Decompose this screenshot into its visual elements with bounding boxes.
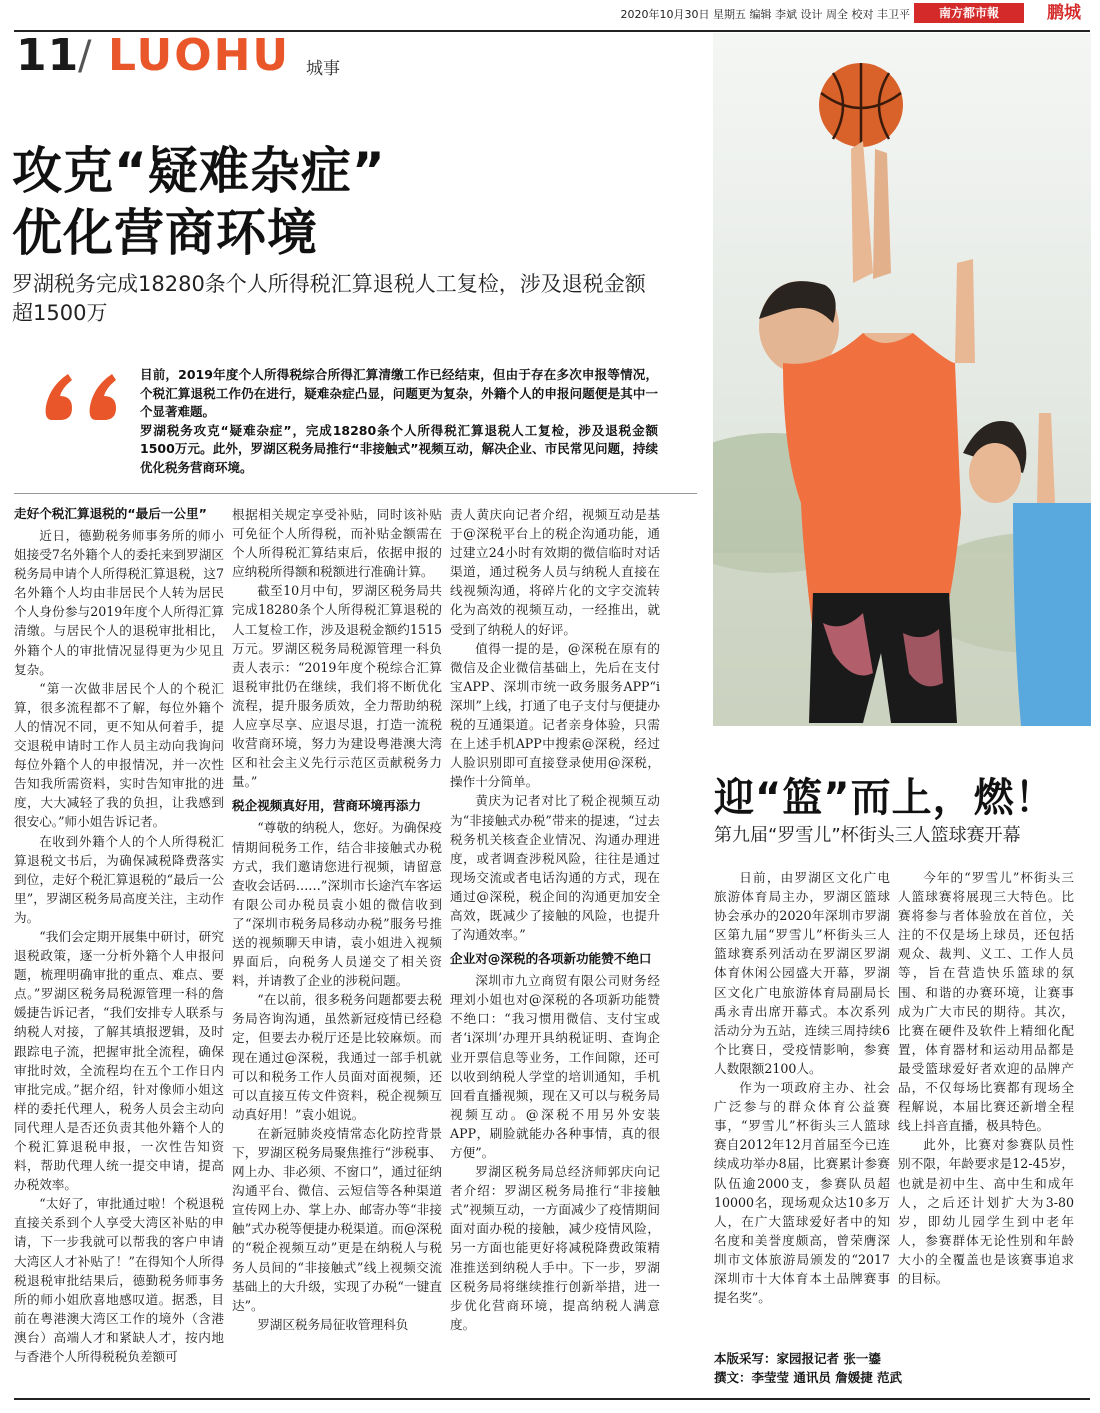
intro-paragraph: 目前，2019年度个人所得税综合所得汇算清缴工作已经结束，但由于存在多次申报等情况，个税汇算退税工作仍在进行，疑难杂症凸显，问题更为复杂，外籍个人的申报问题便是其中一个显著难题。 <box>140 367 658 419</box>
body-paragraph: 今年的“罗雪儿”杯街头三人篮球赛将展现三大特色。比赛将参与者体验放在首位，关注的不仅是场上球员，还包括观众、裁判、义工、工作人员等，旨在营造快乐篮球的氛围、和谐的办赛环境，让赛事成为广大市民的期待。其次，比赛在硬件及软件上精细化配置，体育器材和运动用品都是最受篮球爱好者欢迎的品牌产品，不仅每场比赛都有现场全程解说，本届比赛还新增全程线上抖音直播，极具特色。 <box>898 870 1074 1134</box>
article-column-3 <box>450 505 660 1334</box>
subheading-tax-refund: 走好个税汇算退税的“最后一公里” <box>14 506 207 521</box>
section-subtitle: 城事 <box>306 59 340 79</box>
body-paragraph: “我们会定期开展集中研讨，研究退税政策，逐一分析外籍个人申报问题，梳理明确审批的重点、难点、要点。”罗湖区税务局税源管理一科的詹媛捷告诉记者，“我们安排专人联系与纳税人对接，了解其填报逻辑，及时跟踪电子流，把握审批全流程，确保审批时效，全流程均在五个工作日内审批完成。”据介绍，针对像师小姐这样的委托代理人，税务人员会主动向同代理人是否还负责其他外籍个人的个税汇算退税申报，一次性告知资料，帮助代理人统一提交申请，提高办税效率。 <box>14 928 224 1193</box>
body-paragraph: 罗湖区税务局征收管理科负 <box>257 1316 409 1332</box>
body-paragraph: 罗湖区税务局总经济师郭庆向记者介绍：罗湖区税务局推行“非接触式”视频互动，一方面减少了疫情期间面对面办税的接触，减少疫情风险，另一方面也能更好将减税降费政策精准推送到纳税人手中。下一步，罗湖区税务局将继续推行创新举措，进一步优化营商环境，提高纳税人满意度。 <box>450 1164 660 1332</box>
body-paragraph: 日前，由罗湖区文化广电旅游体育局主办，罗湖区篮球协会承办的2020年深圳市罗湖区第九届“罗雪儿”杯街头三人篮球赛系列活动在罗湖区罗湖体育休闲公园盛大开幕，罗湖区文化广电旅游体育局副局长禹永青出席开幕式。本次系列活动分为五站，连续三周持续6个比赛日，受疫情影响，参赛人数限额2100人。 <box>714 870 890 1076</box>
body-paragraph: “在以前，很多税务问题都要去税务局咨询沟通，虽然新冠疫情已经稳定，但要去办税厅还是比较麻烦。而现在通过@深税，我通过一部手机就可以和税务工作人员面对面视频，还可以直接互传文件资料，税企视频互动真好用！”袁小姐说。 <box>232 992 442 1122</box>
footer-rule <box>14 1398 1090 1400</box>
body-paragraph: 值得一提的是，@深税在原有的微信及企业微信基础上，先后在支付宝APP、深圳市统一政务服务APP“i深圳”上线，打通了电子支付与便捷办税的互通渠道。记者亲身体验，只需在上述手机APP中搜索@深税，经过人脸识别即可直接登录使用@深税，操作十分简单。 <box>450 640 660 790</box>
body-paragraph: 责人黄庆向记者介绍，视频互动是基于@深税平台上的税企沟通功能，通过建立24小时有效期的微信临时对话渠道，通过税务人员与纳税人直接在线视频沟通，将碎片化的文字交流转化为高效的视频互动，一经推出，就受到了纳税人的好评。 <box>450 507 660 637</box>
article-column-1 <box>14 505 224 1366</box>
body-paragraph: 近日，德勤税务师事务所的师小姐接受7名外籍个人的委托来到罗湖区税务局申请个人所得税汇算退税，这7名外籍个人均由非居民个人转为居民个人身份参与2019年度个人所得汇算清缴。与居民个人的退税审批相比，外籍个人的审批情况显得更为少见且复杂。 <box>14 528 224 677</box>
body-paragraph: 作为一项政府主办、社会广泛参与的群众体育公益赛事，“罗雪儿”杯街头三人篮球赛自2012年12月首届至今已连续成功举办8届，比赛累计参赛队伍逾2000支，参赛队员超10000名，现场观众达10多万人，在广大篮球爱好者中的知名度和美誉度颇高，曾荣膺深圳市文体旅游局颁发的“2017深圳市十大体育本土品牌赛事提名奖”。 <box>714 1080 890 1306</box>
headline-line-1: 攻克“疑难杂症” <box>12 142 386 200</box>
slash-divider: / <box>78 33 92 79</box>
body-paragraph: 深圳市九立商贸有限公司财务经理刘小姐也对@深税的各项新功能赞不绝口：“我习惯用微信、支付宝或者‘i深圳’办理开具纳税证明、查询企业开票信息等业务，工作间隙，还可以收到纳税人学堂的培训通知，手机回看直播视频，现在又可以与税务局视频互动。@深税不用另外安装APP，刷脸就能办各种事情，真的很方便”。 <box>450 973 660 1160</box>
sports-column-1 <box>714 868 890 1307</box>
section-name: LUOHU <box>108 30 291 81</box>
body-paragraph: 在收到外籍个人的个人所得税汇算退税文书后，为确保减税降费落实到位，走好个税汇算退税的“最后一公里”，罗湖区税务局高度关注，主动作为。 <box>14 833 224 925</box>
body-paragraph: 根据相关规定享受补贴，同时该补贴可免征个人所得税，而补贴金额需在个人所得税汇算结束后，依据申报的应纳税所得额和税额进行准确计算。 <box>232 507 442 580</box>
page-number: 11 <box>16 30 80 81</box>
body-paragraph: “第一次做非居民个人的个税汇算，很多流程都不了解，每位外籍个人的情况不同，更不知从何着手，提交退税申请时工作人员主动向我询问每位外籍个人的申报情况，并一次性告知我所需资料，实时告知审批的进度，大大减轻了我的负担，让我感到很安心。”师小姐告诉记者。 <box>14 680 224 830</box>
supplement-logo: 鹏城 <box>1047 3 1081 23</box>
article-subheadline: 罗湖税务完成18280条个人所得税汇算退税人工复检，涉及退税金额超1500万 <box>12 272 646 325</box>
subheading-new-features: 企业对@深税的各项新功能赞不绝口 <box>450 951 652 967</box>
intro-paragraph: 罗湖税务攻克“疑难杂症”，完成18280条个人所得税汇算退税人工复检，涉及退税金额1500万元。此外，罗湖区税务局推行“非接触式”视频互动，解决企业、市民常见问题，持续优化税务营商环境。 <box>140 422 658 475</box>
byline <box>714 1349 902 1387</box>
byline-line-1: 本版采写：家园报记者 张一鎏 <box>714 1351 881 1366</box>
intro-divider <box>14 493 697 494</box>
article-intro <box>140 366 658 477</box>
body-paragraph: 在新冠肺炎疫情常态化防控背景下，罗湖区税务局聚焦推行“涉税事、网上办、非必须、不窗口”，通过征纳沟通平台、微信、云短信等各种渠道宣传网上办、掌上办、邮寄办等“非接触”式办税等便捷办税渠道。而@深税的“税企视频互动”更是在纳税人与税务人员间的“非接触式”线上视频交流基础上的大升级，实现了办税“一键直达”。 <box>232 1125 442 1313</box>
sports-headline: 迎“篮”而上，燃！ <box>714 775 1056 821</box>
issue-meta: 2020年10月30日 星期五 编辑 李斌 设计 周全 校对 丰卫平 <box>620 8 910 21</box>
sports-subheadline: 第九届“罗雪儿”杯街头三人篮球赛开幕 <box>714 825 1021 846</box>
basketball-photo <box>713 33 1091 726</box>
headline-line-2: 优化营商环境 <box>12 204 318 262</box>
quote-mark-icon <box>44 362 134 422</box>
subheading-video-interaction: 税企视频真好用，营商环境再添力 <box>232 798 421 814</box>
article-headline <box>12 140 572 264</box>
body-paragraph: 此外，比赛对参赛队员性别不限，年龄要求是12-45岁，也就是初中生、高中生和成年人，之后还计划扩大为3-80岁，即幼儿园学生到中老年人，参赛群体无论性别和年龄大小的全覆盖也是该赛事追求的目标。 <box>898 1137 1074 1286</box>
byline-line-2: 撰文：李莹莹 通讯员 詹媛捷 范武 <box>714 1370 903 1385</box>
article-column-2 <box>232 505 442 1334</box>
body-paragraph: 截至10月中旬，罗湖区税务局共完成18280条个人所得税汇算退税的人工复检工作，涉及退税金额约1515万元。罗湖区税务局税源管理一科负责人表示：“2019年度个税综合汇算退税审批仍在继续，我们将不断优化流程，提升服务质效，全力帮助纳税人应享尽享、应退尽退，打造一流税收营商环境，努力为建设粤港澳大湾区和社会主义先行示范区贡献税务力量。” <box>232 583 442 790</box>
sports-column-2 <box>898 868 1074 1288</box>
body-paragraph: 黄庆为记者对比了税企视频互动为“非接触式办税”带来的提速，“过去税务机关核查企业情况、沟通办理进度，或者调查涉税风险，往往是通过现场交流或者电话沟通的方式，现在通过@深税，税企间的沟通更加安全高效，既减少了接触的风险，也提升了沟通效率。” <box>450 793 660 943</box>
body-paragraph: “太好了，审批通过啦！个税退税直接关系到个人享受大湾区补贴的申请，下一步我就可以帮我的客户申请大湾区人才补贴了！”在得知个人所得税退税审批结果后，德勤税务师事务所的师小姐欣喜地感叹道。据悉，目前在粤港澳大湾区工作的境外（含港澳台）高端人才和紧缺人才，按内地与香港个人所得税税负差额可 <box>14 1196 224 1365</box>
newspaper-logo: 南方都市報 <box>914 3 1024 23</box>
body-paragraph: “尊敬的纳税人，您好。为确保疫情期间税务工作，结合非接触式办税方式，我们邀请您进行视频，请留意查收会话码……”深圳市长途汽车客运有限公司办税员袁小姐的微信收到了“深圳市税务局移动办税”服务号推送的视频聊天申请，袁小姐进入视频界面后，向税务人员递交了相关资料，并请教了企业的涉税问题。 <box>232 820 442 989</box>
